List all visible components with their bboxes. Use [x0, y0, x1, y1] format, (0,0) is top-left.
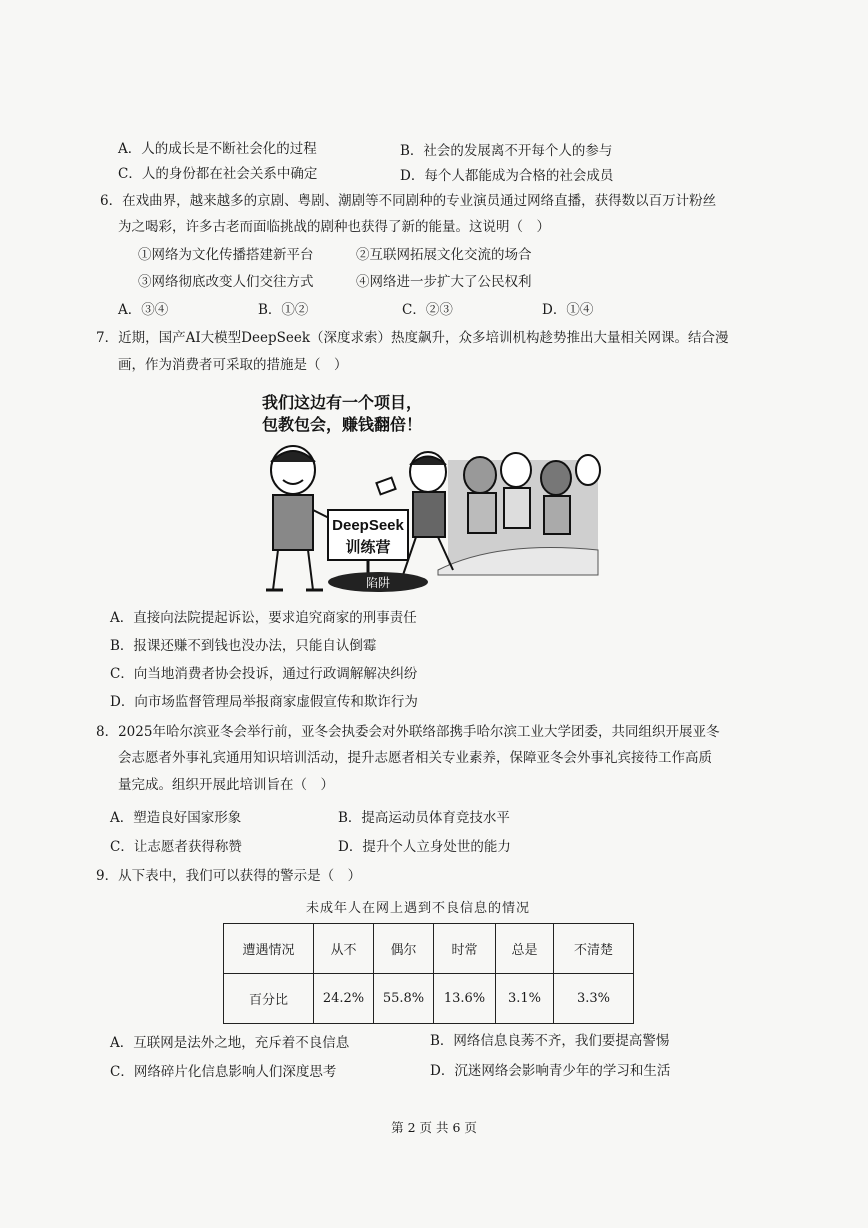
q6-statement-1: ①网络为文化传播搭建新平台 [138, 247, 314, 263]
table-title: 未成年人在网上遇到不良信息的情况 [306, 901, 531, 916]
page-footer: 第 2 页 共 6 页 [391, 1120, 477, 1135]
q6-statement-3: ③网络彻底改变人们交往方式 [138, 274, 314, 290]
table-cell: 13.6% [434, 974, 496, 1024]
q9-option-a: A．互联网是法外之地，充斥着不良信息 [110, 1035, 350, 1051]
q8-option-d: D．提升个人立身处世的能力 [338, 839, 511, 855]
stats-table [223, 923, 634, 1024]
sign-text-camp: 训练营 [345, 538, 391, 556]
q9-option-c: C．网络碎片化信息影响人们深度思考 [110, 1064, 337, 1080]
table-cell: 3.1% [496, 974, 554, 1024]
q5-option-d: D．每个人都能成为合格的社会成员 [400, 168, 614, 184]
q7-option-c: C．向当地消费者协会投诉，通过行政调解解决纠纷 [110, 666, 418, 682]
q7-stem-line2: 画，作为消费者可采取的措施是（ ） [118, 357, 348, 373]
table-row [224, 974, 634, 1024]
table-cell: 总是 [496, 924, 554, 974]
table-cell: 55.8% [374, 974, 434, 1024]
table-cell: 遭遇情况 [224, 924, 314, 974]
q8-stem-line1: 8．2025年哈尔滨亚冬会举行前，亚冬会执委会对外联络部携手哈尔滨工业大学团委，共同组织开展亚冬 [96, 724, 720, 740]
q8-stem-line2: 会志愿者外事礼宾通用知识培训活动，提升志愿者相关专业素养，保障亚冬会外事礼宾接待工作高质 [118, 750, 712, 766]
sign-text-deepseek: DeepSeek [332, 517, 404, 534]
q6-option-d: D．①④ [542, 302, 594, 318]
q7-option-d: D．向市场监督管理局举报商家虚假宣传和欺诈行为 [110, 694, 418, 710]
table-cell: 3.3% [554, 974, 634, 1024]
q6-stem-line2: 为之喝彩，许多古老而面临挑战的剧种也获得了新的能量。这说明（ ） [118, 219, 550, 235]
q8-stem-line3: 量完成。组织开展此培训旨在（ ） [118, 777, 334, 793]
table-cell: 百分比 [224, 974, 314, 1024]
table-cell: 从不 [314, 924, 374, 974]
cartoon-speech [262, 392, 422, 436]
q8-option-a: A．塑造良好国家形象 [110, 810, 242, 826]
cartoon-illustration [238, 440, 608, 600]
q8-option-c: C．让志愿者获得称赞 [110, 839, 242, 855]
q6-option-c: C．②③ [402, 302, 453, 318]
table-cell: 不清楚 [554, 924, 634, 974]
q7-option-b: B．报课还赚不到钱也没办法，只能自认倒霉 [110, 638, 377, 654]
q9-option-b: B．网络信息良莠不齐，我们要提高警惕 [430, 1033, 670, 1049]
q5-option-c: C．人的身份都在社会关系中确定 [118, 166, 318, 182]
salesman-figure [266, 446, 333, 590]
q6-statement-4: ④网络进一步扩大了公民权利 [356, 274, 532, 290]
table-cell: 偶尔 [374, 924, 434, 974]
q7-stem-line1: 7．近期，国产AI大模型DeepSeek（深度求索）热度飙升，众多培训机构趁势推出大量相关网课。结合漫 [96, 330, 729, 346]
q9-stem: 9．从下表中，我们可以获得的警示是（ ） [96, 868, 362, 884]
cartoon-speech-line1: 我们这边有一个项目， [262, 393, 423, 412]
q8-option-b: B．提高运动员体育竞技水平 [338, 810, 510, 826]
q7-option-a: A．直接向法院提起诉讼，要求追究商家的刑事责任 [110, 610, 417, 626]
q6-option-a: A．③④ [118, 302, 169, 318]
q9-option-d: D．沉迷网络会影响青少年的学习和生活 [430, 1063, 671, 1079]
table-cell: 24.2% [314, 974, 374, 1024]
q6-stem-line1: 6．在戏曲界，越来越多的京剧、粤剧、潮剧等不同剧种的专业演员通过网络直播，获得数以百万计粉丝 [100, 193, 717, 209]
cartoon-speech-line2: 包教包会，赚钱翻倍！ [262, 415, 423, 434]
q5-option-a: A．人的成长是不断社会化的过程 [118, 141, 317, 157]
table-header-row [224, 924, 634, 974]
q6-option-b: B．①② [258, 302, 309, 318]
q6-statement-2: ②互联网拓展文化交流的场合 [356, 247, 532, 263]
table-cell: 时常 [434, 924, 496, 974]
q5-option-b: B．社会的发展离不开每个人的参与 [400, 143, 613, 159]
deepseek-sign [328, 510, 408, 580]
trap-label: 陷阱 [365, 576, 391, 590]
